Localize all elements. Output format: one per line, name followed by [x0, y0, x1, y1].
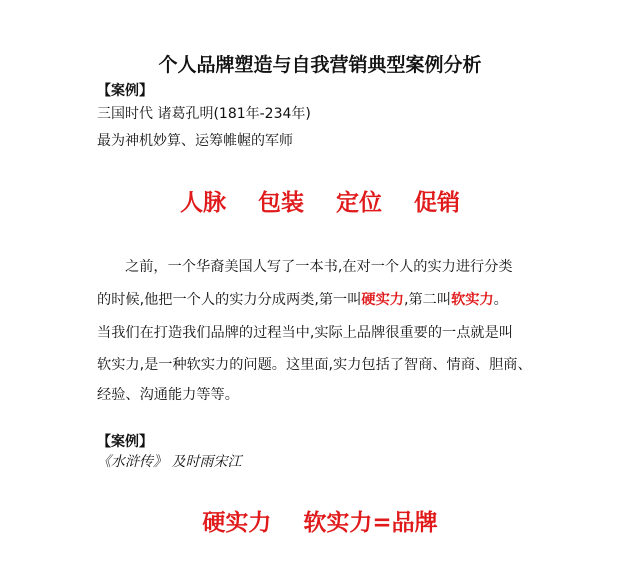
paragraph-line5: 经验、沟通能力等等。: [97, 387, 239, 403]
hard-power-highlight: 硬实力: [361, 292, 404, 308]
paragraph-line3: 当我们在打造我们品牌的过程当中,实际上品牌很重要的一点就是叫: [97, 325, 513, 341]
case2-line1: 《水浒传》 及时雨宋江: [97, 454, 242, 470]
keywords-row: [0, 184, 640, 217]
paragraph-line4: 软实力,是一种软实力的问题。这里面,实力包括了智商、情商、胆商、: [97, 357, 532, 373]
paragraph-line2-mid: ,第二叫: [403, 292, 452, 308]
document-title: 个人品牌塑造与自我营销典型案例分析: [158, 54, 482, 76]
case1-label: 【案例】: [97, 83, 153, 99]
case1-line1: 三国时代 诸葛孔明(181年-234年): [97, 106, 311, 122]
keyword-positioning: 定位: [336, 190, 382, 216]
case1-line2: 最为神机妙算、运筹帷幄的军师: [97, 133, 293, 149]
case2-label: 【案例】: [97, 434, 153, 450]
keyword-promotion: 促销: [414, 190, 461, 216]
soft-power-highlight: 软实力: [451, 292, 494, 308]
formula-hard-power: 硬实力: [202, 510, 272, 536]
formula-soft-power-brand: 软实力=品牌: [303, 510, 438, 536]
keyword-network: 人脉: [179, 190, 226, 216]
paragraph-line1: 之前，一个华裔美国人写了一本书,在对一个人的实力进行分类: [125, 259, 513, 275]
paragraph-line2-before: 的时候,他把一个人的实力分成两类,第一叫: [97, 292, 362, 308]
keyword-packaging: 包装: [257, 190, 304, 216]
paragraph-line2: [97, 289, 508, 309]
paragraph-line2-after: 。: [493, 292, 508, 308]
formula-row: [0, 504, 640, 537]
